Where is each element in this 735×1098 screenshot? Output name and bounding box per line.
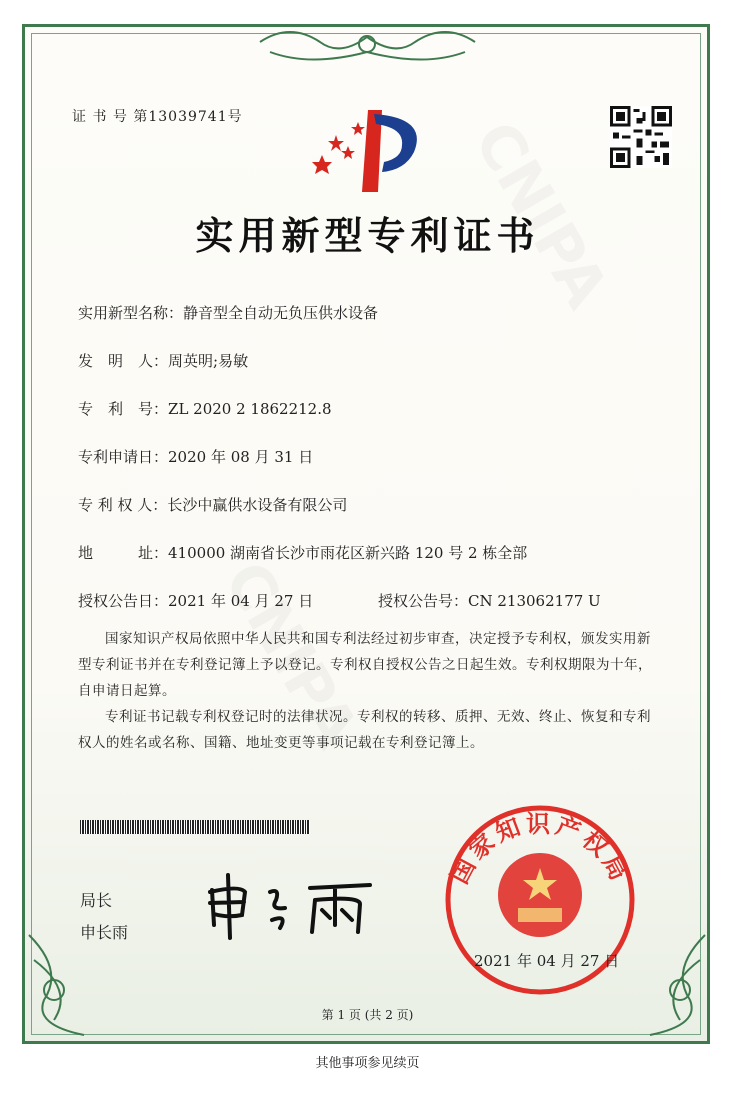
field-label: 授权公告号： [378,592,469,610]
field-label: 地 址： [78,544,169,562]
field-value: 2021 年 04 月 27 日 [168,592,314,610]
field-label: 发 明 人： [78,352,169,370]
field-value: CN 213062177 U [468,592,601,610]
field-announcement-number [378,590,601,611]
director-name: 申长雨 [80,923,129,942]
seal-date: 2021 年 04 月 27 日 [474,952,620,970]
barcode [80,820,310,834]
field-value: 长沙中赢供水设备有限公司 [167,496,348,514]
field-value: 2020 年 08 月 31 日 [168,448,314,466]
field-value: ZL 2020 2 1862212.8 [168,400,332,418]
qr-code [610,106,672,168]
page-title: 实用新型专利证书 [195,213,540,258]
director-title: 局长 [80,891,113,910]
field-label: 专 利 权 人： [78,496,168,514]
field-inventor [78,350,248,371]
field-patent-number [78,398,332,419]
field-label: 专 利 号： [78,400,169,418]
page-number: 第 1 页 (共 2 页) [321,1008,414,1022]
ornament-bottom-left [24,930,114,1040]
seal-text: 国家知识产权局 [444,809,636,889]
paragraph: 国家知识产权局依照中华人民共和国专利法经过初步审查，决定授予专利权，颁发实用新型专利证书并在专利登记簿上予以登记。专利权自授权公告之日起生效。专利权期限为十年，自申请日起算。 [78,631,652,699]
field-value: 静音型全自动无负压供水设备 [183,304,379,322]
field-label: 专利申请日： [78,448,169,466]
field-address [78,542,527,563]
field-value: 周英明;易敏 [168,352,249,370]
paragraph: 专利证书记载专利权登记时的法律状况。专利权的转移、质押、无效、终止、恢复和专利权人的姓名或名称、国籍、地址变更等事项记载在专利登记簿上。 [78,709,651,751]
signature [200,870,390,940]
field-label: 实用新型名称： [78,304,184,322]
field-value: 410000 湖南省长沙市雨花区新兴路 120 号 2 栋全部 [168,544,528,562]
field-application-date [78,446,313,467]
field-utility-model-name [78,302,378,323]
field-grant-date [78,590,313,611]
field-patentee [78,494,347,515]
ornament-top [250,22,485,72]
statement-text [78,626,663,756]
continuation-note: 其他事项参见续页 [315,1056,420,1071]
cnipa-logo [310,100,430,195]
field-label: 授权公告日： [78,592,169,610]
certificate-number: 证 书 号 第13039741号 [72,109,243,125]
